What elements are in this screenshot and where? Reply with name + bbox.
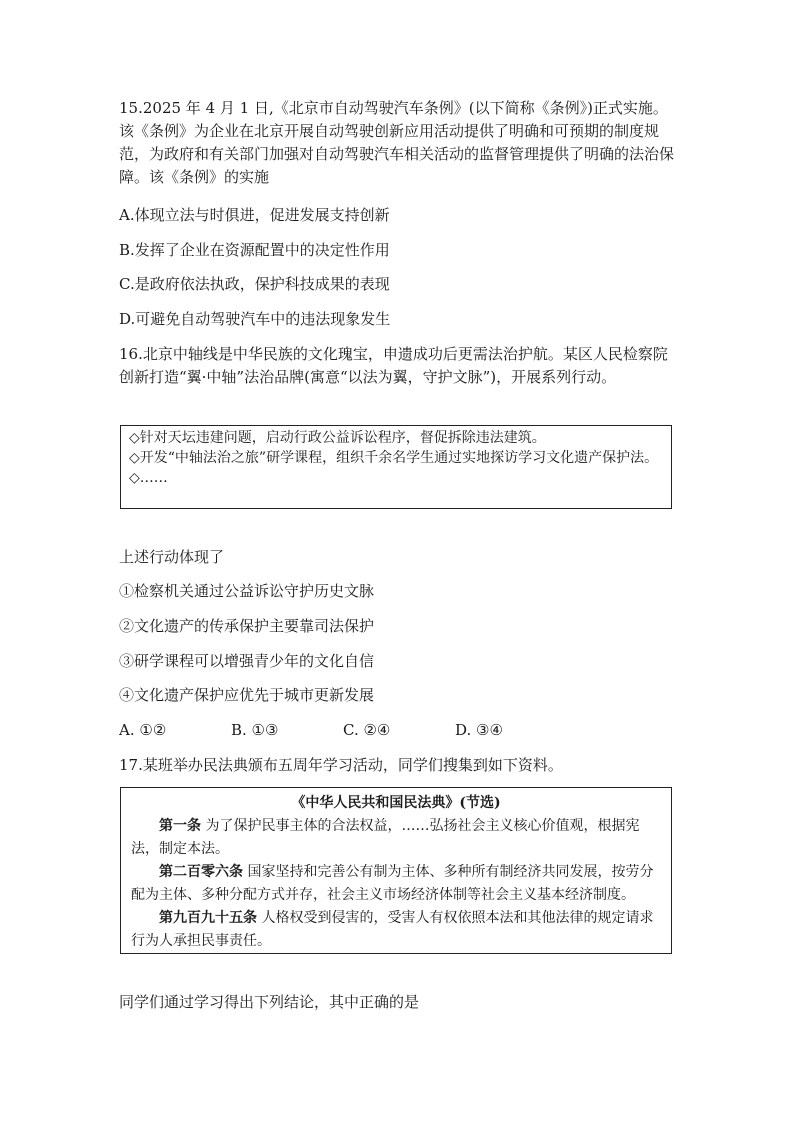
- article-label: 第一条: [159, 818, 201, 834]
- q16-statement-3: ③研学课程可以增强青少年的文化自信: [119, 652, 375, 670]
- q16-stem: 16.北京中轴线是中华民族的文化瑰宝，申遗成功后更需法治护航。某区人民检察院创新打造“翼·中轴”法治品牌(寓意“以法为翼，守护文脉”)，开展系列行动。: [119, 345, 668, 386]
- q17-box-title: 《中华人民共和国民法典》(节选): [291, 795, 501, 811]
- q16-statement-1: ①检察机关通过公益诉讼守护历史文脉: [119, 582, 375, 600]
- article-text: 人格权受到侵害的，受害人有权依照本法和其他法律的规定请求行为人承担民事责任。: [131, 910, 654, 949]
- q17-material-box: [120, 787, 672, 954]
- q16-statement-2: ②文化遗产的传承保护主要靠司法保护: [119, 617, 375, 635]
- article-text: 国家坚持和完善公有制为主体、多种所有制经济共同发展，按劳分配为主体、多种分配方式并存，社会主义市场经济体制等社会主义基本经济制度。: [131, 864, 654, 903]
- q16-lead: 上述行动体现了: [119, 548, 225, 566]
- q15-option-a: A.体现立法与时俱进，促进发展支持创新: [119, 206, 390, 224]
- q16-box-item: ◇开发“中轴法治之旅”研学课程，组织千余名学生通过实地探访学习文化遗产保护法。: [129, 450, 659, 466]
- q16-option-a: A. ①②: [119, 721, 167, 739]
- q16-material-box: [120, 425, 672, 509]
- q17-article: [131, 861, 661, 907]
- article-text: 为了保护民事主体的合法权益，……弘扬社会主义核心价值观，根据宪法，制定本法。: [131, 818, 640, 857]
- q16-box-item: ◇……: [129, 470, 168, 486]
- q15-option-c: C.是政府依法执政，保护科技成果的表现: [119, 275, 390, 293]
- q16-option-d: D. ③④: [455, 721, 503, 739]
- q16-box-item: ◇针对天坛违建问题，启动行政公益诉讼程序，督促拆除违法建筑。: [129, 430, 546, 446]
- q16-option-b: B. ①③: [231, 721, 279, 739]
- q16-option-c: C. ②④: [343, 721, 391, 739]
- q16-options: [119, 720, 567, 740]
- q17-article: [131, 815, 661, 861]
- article-label: 第二百零六条: [159, 864, 243, 880]
- q17-lead: 同学们通过学习得出下列结论，其中正确的是: [119, 993, 420, 1011]
- q17-article: [131, 907, 661, 953]
- q15-option-b: B.发挥了企业在资源配置中的决定性作用: [119, 241, 390, 259]
- q16-statement-4: ④文化遗产保护应优先于城市更新发展: [119, 686, 375, 704]
- q15-option-d: D.可避免自动驾驶汽车中的违法现象发生: [119, 310, 391, 328]
- q15-stem: 15.2025 年 4 月 1 日,《北京市自动驾驶汽车条例》(以下简称《条例》)正式实施。该《条例》为企业在北京开展自动驾驶创新应用活动提供了明确和可预期的制度规范，为政府和有关部门加强对自动驾驶汽车相关活动的监督管理提供了明确的法治保障。该《条例》的实施: [119, 99, 675, 186]
- q17-stem: 17.某班举办民法典颁布五周年学习活动，同学们搜集到如下资料。: [119, 756, 563, 774]
- article-label: 第九百九十五条: [159, 910, 257, 926]
